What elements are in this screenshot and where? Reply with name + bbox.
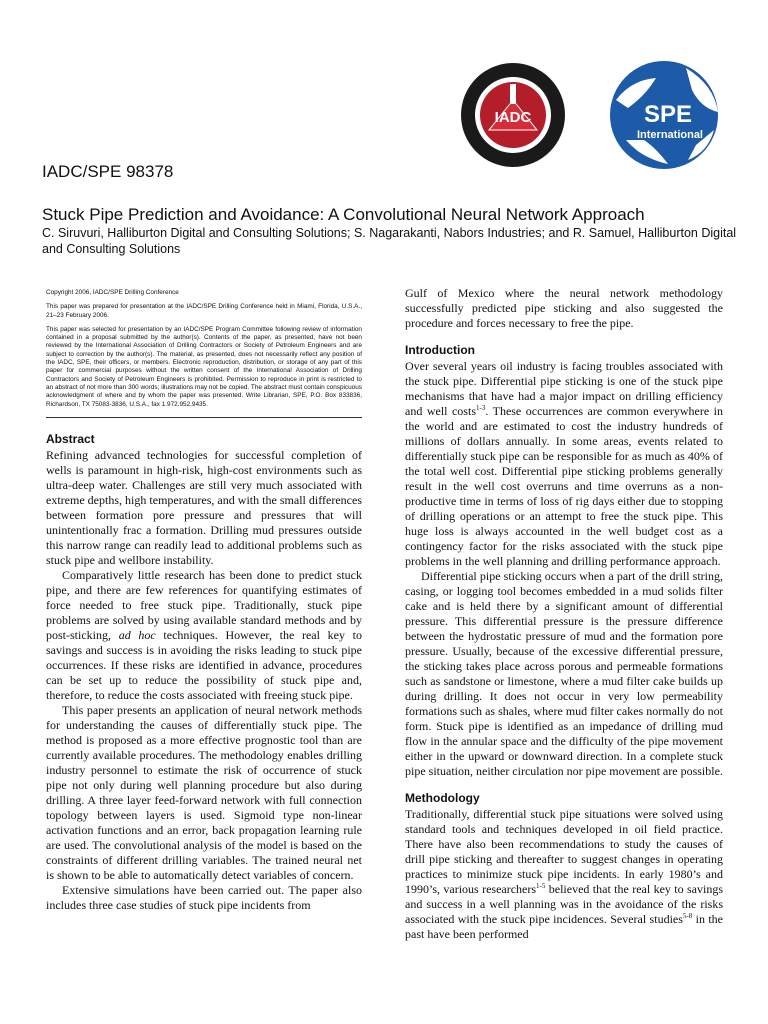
method-citation-1: 1-5	[536, 882, 546, 890]
iadc-logo	[461, 63, 565, 167]
intro-p1-part-1: Over several years oil industry is facing troubles associated with the stuck pipe. Differential pipe sticking is one of the stuck pipe mechanisms that have had a major impact on drilling efficiency and well costs	[405, 359, 723, 418]
intro-p1-part-2: . These occurrences are common everywhere in the world and are estimated to cost the industry hundreds of millions of dollars annually. In some areas, events related to differentially stuck pipe can be responsible for as much as 40% of the total well cost. Differential pipe sticking problems generally result in the well cost overruns and time overruns as a non-productive time in terms of loss of rig days either due to stopping of drilling operations or an attempt to free the stuck pipe. This huge loss is always accounted in the well budget cost as a contingency factor for the risks associated with the stuck pipe problems in the well planning and drilling performance approach.	[405, 404, 723, 568]
abstract-heading: Abstract	[46, 431, 95, 446]
method-p1-part-2: believed that the real key to savings and success in a well planning was in the avoidance of the risks associated with the stuck pipe incidences. Several studies	[405, 882, 723, 926]
introduction-paragraph-1	[405, 359, 723, 569]
methodology-heading: Methodology	[405, 791, 480, 805]
copyright-line: Copyright 2006, IADC/SPE Drilling Conference	[46, 289, 179, 296]
introduction-heading: Introduction	[405, 343, 475, 357]
conference-info: This paper was prepared for presentation at the IADC/SPE Drilling Conference held in Miami, Florida, U.S.A., 21–23 February 2006.	[46, 303, 362, 319]
copyright-notice	[46, 289, 362, 418]
abstract-p2-part-1: Comparatively little research has been done to predict stuck pipe, and there are few references for quantifying estimates of force needed to free stuck pipe. Traditionally, stuck pipe problems are solved by using available standard methods and by post-sticking,	[46, 567, 362, 642]
right-column	[405, 286, 723, 942]
paper-number: IADC/SPE 98378	[42, 162, 174, 181]
left-column	[46, 289, 362, 913]
introduction-paragraph-2: Differential pipe sticking occurs when a part of the drill string, casing, or logging tool becomes embedded in a mud solids filter cake and is held there by a significant amount of differential pressure. This differential pressure is the pressure difference between the hydrostatic pressure of mud and the formation pore pressure. Usually, because of the excessive differential pressure, the sticking takes place across porous and permeable formations such as sandstone or limestone, where a mud filter cake builds up during drilling. It does not occur in very low permeability formations such as shales, where mud filter cakes normally do not form. Stuck pipe is identified as an impedance of drilling mud flow in the annular space and the difficulty of the pipe movement either in the upward or downward direction. In a complete stuck pipe situation, neither circulation nor pipe movement are possible.	[405, 569, 723, 778]
iadc-logo-text: IADC	[494, 109, 532, 126]
method-p1-part-1: Traditionally, differential stuck pipe situations were solved using standard tools and techniques developed in oil field practice. There have also been recommendations to study the causes of drill pipe sticking and thereafter to suggest changes in operating practices to minimize stuck pipe incidents. In early 1980’s and 1990’s, various researchers	[405, 807, 723, 896]
abstract-continuation: Gulf of Mexico where the neural network methodology successfully predicted pipe sticking and also suggested the procedure and forces necessary to free the pipe.	[405, 286, 723, 330]
conference-logos	[456, 60, 726, 170]
abstract-p2-emphasis: ad hoc	[118, 627, 156, 642]
spe-logo	[610, 61, 718, 169]
abstract-paragraph-3: This paper presents an application of neural network methods for understanding the causes of differentially stuck pipe. The method is proposed as a more effective prognostic tool than are currently available procedures. The methodology enables drilling industry personnel to estimate the risk of occurrence of stuck pipe not only during well planning procedure but also during drilling. A three layer feed-forward network with full connection topology between layers is used. Sigmoid type non-linear activation functions and an error, back propagation learning rule are used. The convolutional analysis of the model is based on the constraints of different drilling variables. The trained neural net is shown to be able to automatically detect variables of concern.	[46, 702, 362, 882]
method-citation-2: 5-8	[682, 912, 693, 920]
abstract-paragraph-2	[46, 568, 362, 703]
paper-authors: C. Siruvuri, Halliburton Digital and Consulting Solutions; S. Nagarakanti, Nabors Industries; and R. Samuel, Halliburton Digital and Consulting Solutions	[42, 226, 737, 256]
intro-citation-1: 1-3	[475, 404, 486, 412]
selection-notice: This paper was selected for presentation by an IADC/SPE Program Committee following review of information contained in a proposal submitted by the author(s). Contents of the paper, as presented, have not been reviewed by the International Association of Drilling Contractors or Society of Petroleum Engineers and are subject to correction by the author(s). The material, as presented, does not necessarily reflect any position of the IADC, SPE, their officers, or members. Electronic reproduction, distribution, or storage of any part of this paper for commercial purposes without the written consent of the International Association of Drilling Contractors and Society of Petroleum Engineers is prohibited. Permission to reproduce in print is restricted to an abstract of not more than 300 words; illustrations may not be copied. The abstract must contain conspicuous acknowledgment of where and by whom the paper was presented. Write Librarian, SPE, P.O. Box 833836, Richardson, TX 75083-3836, U.S.A., fax 1.972.952.9435.	[46, 325, 362, 408]
paper-title: Stuck Pipe Prediction and Avoidance: A Convolutional Neural Network Approach	[42, 205, 645, 224]
spe-logo-text: SPE	[643, 101, 693, 128]
spe-logo-subtext: International	[636, 129, 704, 141]
abstract-paragraph-1: Refining advanced technologies for successful completion of wells is paramount in high-risk, high-cost environments such as ultra-deep water. Challenges are still very much associated with extreme depths, high temperatures, and with the small differences between formation pore pressure and pressures that will unintentionally frac a formation. Drilling mud pressures outside this narrow range can readily lead to additional problems such as stuck pipe and wellbore instability.	[46, 447, 362, 567]
abstract-p2-part-2: techniques. However, the real key to savings and success is in avoiding the risks leading to stuck pipe occurrences. If these risks are identified in advance, procedures can be set up to reduce the possibility of stuck pipe and, therefore, to reduce the costs associated with freeing stuck pipe.	[46, 627, 363, 702]
abstract-paragraph-4: Extensive simulations have been carried out. The paper also includes three case studies of stuck pipe incidents from	[46, 882, 362, 912]
methodology-paragraph-1	[405, 807, 723, 942]
method-p1-part-3: in the past have been performed	[405, 912, 723, 941]
logo-graphics	[456, 60, 726, 170]
